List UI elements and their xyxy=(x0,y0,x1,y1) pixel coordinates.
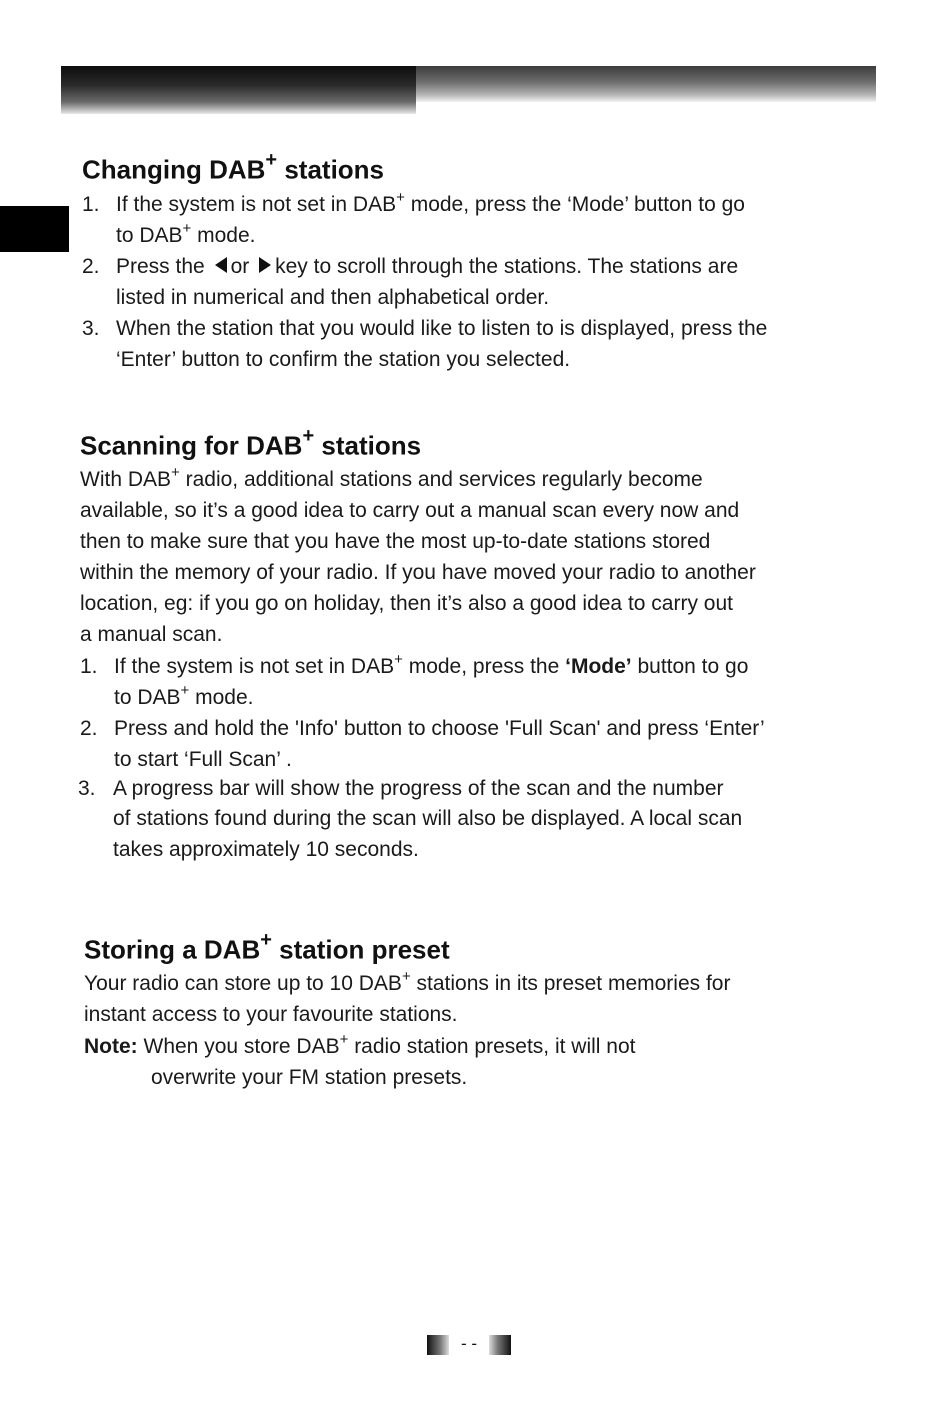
paragraph-line: Your radio can store up to 10 DAB+ stations in its preset memories for xyxy=(84,968,731,995)
paragraph-line: then to make sure that you have the most up-to-date stations stored xyxy=(80,530,711,553)
note-line: overwrite your FM station presets. xyxy=(151,1066,468,1089)
list-number: 1. xyxy=(80,655,98,678)
paragraph-line: within the memory of your radio. If you have moved your radio to another xyxy=(80,561,756,584)
side-tab xyxy=(0,206,69,252)
list-item-text: takes approximately 10 seconds. xyxy=(113,838,419,861)
list-item-text: to DAB+ mode. xyxy=(114,682,254,709)
footer-gradient-left xyxy=(427,1335,449,1355)
paragraph-line: available, so it’s a good idea to carry out a manual scan every now and xyxy=(80,499,740,522)
header-bar-left xyxy=(61,66,416,114)
section-title-changing: Changing DAB+ stations xyxy=(82,149,385,185)
left-arrow-icon xyxy=(215,257,227,273)
list-item-text: Press the or key to scroll through the stations. The stations are xyxy=(116,255,739,278)
paragraph-line: instant access to your favourite stations. xyxy=(84,1003,458,1026)
header-bar-right xyxy=(416,66,876,102)
list-item-text: Press and hold the 'Info' button to choose 'Full Scan' and press ‘Enter’ xyxy=(114,717,765,740)
note-line: Note: When you store DAB+ radio station presets, it will not xyxy=(84,1031,636,1058)
footer-gradient-right xyxy=(489,1335,511,1355)
section-title-storing: Storing a DAB+ station preset xyxy=(84,929,450,965)
list-item-text: A progress bar will show the progress of the scan and the number xyxy=(113,777,724,800)
paragraph-line: a manual scan. xyxy=(80,623,223,646)
note-label: Note: xyxy=(84,1035,138,1058)
section-title-scanning: Scanning for DAB+ stations xyxy=(80,425,422,461)
paragraph-line: location, eg: if you go on holiday, then it’s also a good idea to carry out xyxy=(80,592,733,615)
page-number: - - xyxy=(460,1334,478,1353)
list-item-text: of stations found during the scan will also be displayed. A local scan xyxy=(113,807,743,830)
list-number: 1. xyxy=(82,193,100,216)
paragraph-line: With DAB+ radio, additional stations and services regularly become xyxy=(80,464,703,491)
list-number: 3. xyxy=(82,317,100,340)
list-number: 2. xyxy=(82,255,100,278)
list-number: 2. xyxy=(80,717,98,740)
page-footer xyxy=(427,1335,511,1355)
list-item-text: to DAB+ mode. xyxy=(116,220,256,247)
list-item-text: to start ‘Full Scan’ . xyxy=(114,748,292,771)
list-item-text: listed in numerical and then alphabetical order. xyxy=(116,286,550,309)
right-arrow-icon xyxy=(259,257,271,273)
list-item-text: When the station that you would like to listen to is displayed, press the xyxy=(116,317,768,340)
list-item-text: ‘Enter’ button to confirm the station you selected. xyxy=(116,348,571,371)
list-number: 3. xyxy=(78,777,96,800)
list-item-text: If the system is not set in DAB+ mode, press the ‘Mode’ button to go xyxy=(114,651,749,678)
list-item-text: If the system is not set in DAB+ mode, press the ‘Mode’ button to go xyxy=(116,189,745,216)
